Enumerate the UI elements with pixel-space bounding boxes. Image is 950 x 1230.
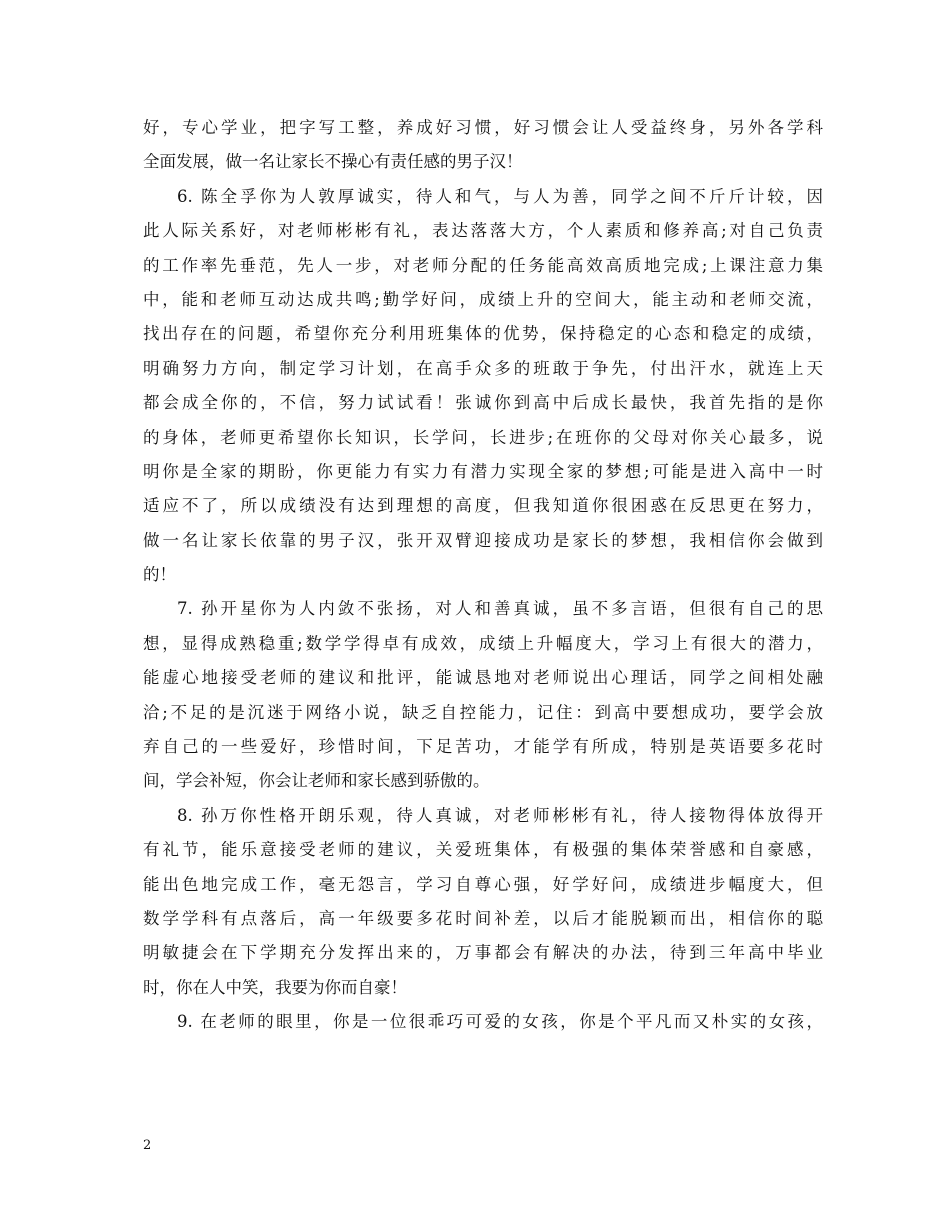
text-line: 好，专心学业，把字写工整，养成好习惯，好习惯会让人受益终身，另外各学科 xyxy=(143,118,823,137)
text-line: 找出存在的问题，希望你充分利用班集体的优势，保持稳定的心态和稳定的成绩， xyxy=(143,324,823,344)
paragraph-9-start: 9. 在老师的眼里，你是一位很乖巧可爱的女孩，你是个平凡而又朴实的女孩， xyxy=(177,1012,823,1032)
text-line: 数学学科有点落后，高一年级要多花时间补差，以后才能脱颖而出，相信你的聪 xyxy=(143,908,823,928)
text-line: 的！ xyxy=(143,565,176,585)
paragraph-7-start: 7. 孙开星你为人内敛不张扬，对人和善真诚，虽不多言语，但很有自己的思 xyxy=(177,599,823,619)
text-line: 中，能和老师互动达成共鸣;勤学好问，成绩上升的空间大，能主动和老师交流， xyxy=(143,289,823,309)
text-line: 能虚心地接受老师的建议和批评，能诚恳地对老师说出心理话，同学之间相处融 xyxy=(143,668,823,688)
text-line: 的身体，老师更希望你长知识，长学问，长进步;在班你的父母对你关心最多，说 xyxy=(143,427,823,447)
document-body xyxy=(143,111,823,1040)
text-line: 此人际关系好，对老师彬彬有礼，表达落落大方，个人素质和修养高;对自己负责 xyxy=(143,221,823,241)
text-line: 明你是全家的期盼，你更能力有实力有潜力实现全家的梦想;可能是进入高中一时 xyxy=(143,461,823,481)
paragraph-8-start: 8. 孙万你性格开朗乐观，待人真诚，对老师彬彬有礼，待人接物得体放得开 xyxy=(177,805,823,825)
text-line: 能出色地完成工作，毫无怨言，学习自尊心强，好学好问，成绩进步幅度大，但 xyxy=(143,874,823,894)
text-line: 弃自己的一些爱好，珍惜时间，下足苦功，才能学有所成，特别是英语要多花时 xyxy=(143,737,823,757)
text-line: 全面发展，做一名让家长不操心有责任感的男子汉！ xyxy=(143,152,523,172)
text-line: 明敏捷会在下学期充分发挥出来的，万事都会有解决的办法，待到三年高中毕业 xyxy=(143,943,823,963)
text-line: 间，学会补短，你会让老师和家长感到骄傲的。 xyxy=(143,771,490,791)
text-line: 适应不了，所以成绩没有达到理想的高度，但我知道你很困惑在反思更在努力， xyxy=(143,496,823,516)
text-line: 的工作率先垂范，先人一步，对老师分配的任务能高效高质地完成;上课注意力集 xyxy=(143,255,823,275)
text-line: 有礼节，能乐意接受老师的建议，关爱班集体，有极强的集体荣誉感和自豪感， xyxy=(143,840,823,860)
text-line: 明确努力方向，制定学习计划，在高手众多的班敢于争先，付出汗水，就连上天 xyxy=(143,358,823,378)
text-line: 洽;不足的是沉迷于网络小说，缺乏自控能力，记住：到高中要想成功，要学会放 xyxy=(143,702,823,722)
text-line: 想，显得成熟稳重;数学学得卓有成效，成绩上升幅度大，学习上有很大的潜力， xyxy=(143,633,823,653)
text-line: 都会成全你的，不信，努力试试看！张诚你到高中后成长最快，我首先指的是你 xyxy=(143,393,823,413)
text-line: 做一名让家长依靠的男子汉，张开双臂迎接成功是家长的梦想，我相信你会做到 xyxy=(143,530,823,550)
page-number: 2 xyxy=(143,1138,152,1153)
text-line: 时，你在人中笑，我要为你而自豪！ xyxy=(143,977,407,997)
paragraph-6-start: 6. 陈全孚你为人敦厚诚实，待人和气，与人为善，同学之间不斤斤计较，因 xyxy=(177,186,823,206)
